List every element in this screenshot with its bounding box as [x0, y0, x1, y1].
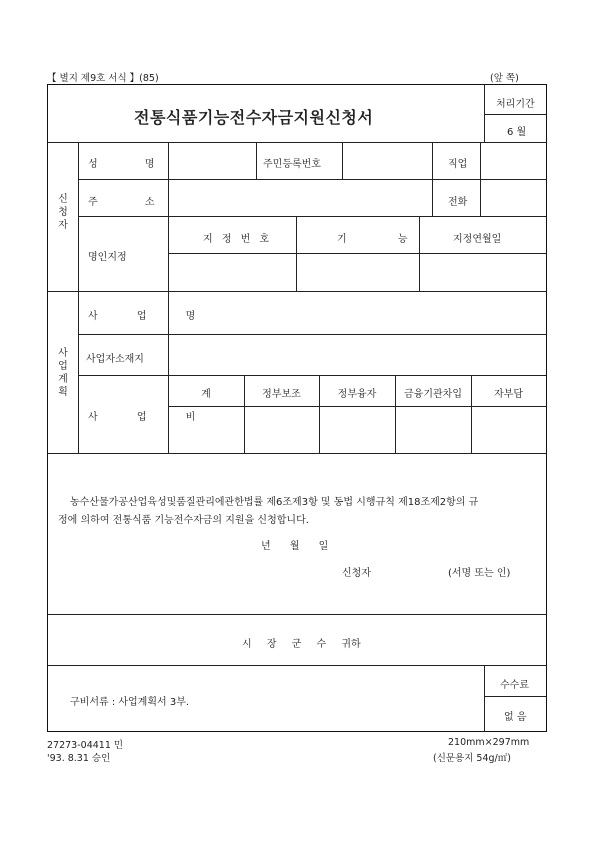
fee-label: 수수료 [500, 680, 529, 691]
cost-gov-loan-field[interactable] [322, 410, 392, 450]
application-form [47, 84, 547, 732]
cost-column-bank-loan: 금융기관차입 [404, 389, 462, 400]
business-name-field[interactable] [171, 296, 543, 330]
resident-number-label: 주민등록번호 [263, 159, 321, 170]
designation-date-field[interactable] [422, 257, 543, 287]
skill-field[interactable] [299, 257, 416, 287]
processing-period-label: 처리기간 [496, 99, 535, 110]
form-title: 전통식품기능전수자금지원신청서 [134, 108, 374, 127]
cost-column-gov-subsidy: 정부보조 [262, 389, 301, 400]
cost-gov-subsidy-field[interactable] [247, 410, 316, 450]
name-label: 성 명 [88, 159, 177, 170]
addressee: 시 장 군 수 귀하 [242, 639, 361, 650]
page-side-label: (앞 쪽) [490, 73, 519, 84]
address-label: 주 소 [88, 197, 177, 208]
cost-column-own-funds: 자부담 [494, 389, 523, 400]
paper-size: 210mm×297mm [448, 737, 530, 748]
cost-total-field[interactable] [171, 410, 241, 450]
required-documents: 구비서류 : 사업계획서 3부. [70, 697, 190, 708]
designation-date-label: 지정연월일 [453, 234, 502, 245]
paper-type: (신문용지 54g/㎡) [433, 753, 511, 764]
cost-column-total: 계 [201, 389, 211, 400]
job-label: 직업 [448, 159, 468, 170]
statement-line-1: 농수산물가공산업육성및품질관리에관한법률 제6조제3항 및 동법 시행규칙 제18조제2항의 규 [70, 497, 479, 508]
form-number-label: 【 별지 제9호 서식 】(85) [47, 73, 159, 84]
job-field[interactable] [483, 147, 543, 175]
skill-label: 기 능 [337, 234, 432, 245]
project-section-label: 사업계획 [58, 348, 68, 398]
resident-number-field[interactable] [345, 147, 429, 175]
business-location-field[interactable] [171, 339, 543, 371]
cost-own-funds-field[interactable] [474, 410, 543, 450]
cost-bank-loan-field[interactable] [398, 410, 468, 450]
master-designation-label: 명인지정 [88, 252, 127, 263]
approval-date: '93. 8.31 승인 [47, 753, 111, 764]
address-field[interactable] [171, 184, 429, 212]
application-date: 년 월 일 [261, 541, 329, 552]
statement-line-2: 정에 의하여 전통식품 기능전수자금의 지원을 신청합니다. [58, 515, 309, 526]
applicant-section-label: 신청자 [58, 194, 68, 231]
signer-label: 신청자 [342, 568, 371, 579]
processing-period-value: 6 월 [507, 127, 527, 138]
business-location-label: 사업자소재지 [86, 354, 144, 365]
signature-label: (서명 또는 인) [448, 568, 511, 579]
phone-label: 전화 [448, 197, 468, 208]
fee-value: 없 음 [504, 712, 527, 723]
business-name-label: 사 업 명 [88, 311, 214, 322]
form-code: 27273-04411 민 [47, 740, 124, 751]
cost-column-gov-loan: 정부융자 [337, 389, 377, 400]
name-field[interactable] [171, 147, 255, 175]
designation-number-field[interactable] [171, 257, 293, 287]
designation-number-label: 지 정 번 호 [203, 234, 273, 245]
business-cost-label: 사 업 비 [88, 412, 214, 423]
phone-field[interactable] [483, 184, 543, 212]
